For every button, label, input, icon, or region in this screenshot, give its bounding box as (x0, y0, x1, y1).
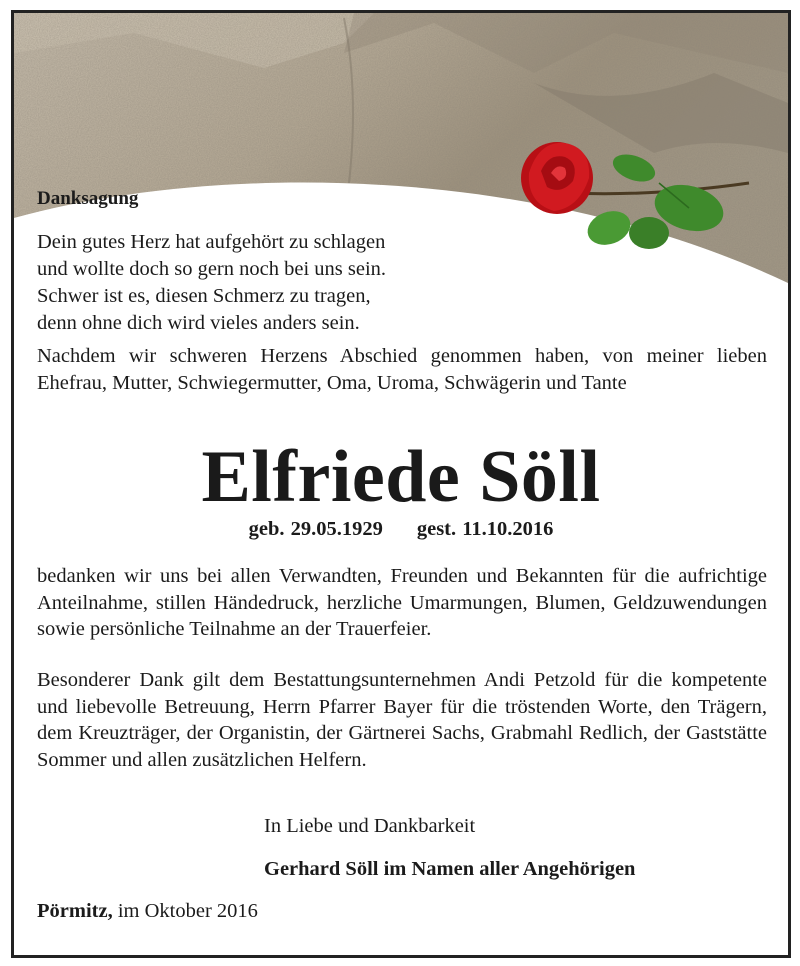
thanks-paragraph: bedanken wir uns bei allen Verwandten, Freunden und Bekannten für die aufrichtige Anteilnahme, stillen Händedruck, herzliche Umarmungen, Blumen, Geldzuwendungen sowie persönliche Teilnahme an der Trauerfeier. (37, 565, 767, 640)
obituary-frame (11, 10, 791, 958)
intro-paragraph: Nachdem wir schweren Herzens Abschied genommen haben, von meiner lieben Ehefrau, Mutter, Schwiegermutter, Oma, Uroma, Schwägerin und Tante (37, 345, 767, 394)
heading-danksagung: Danksagung (37, 188, 139, 209)
place-date (37, 900, 258, 923)
poem-line: Schwer ist es, diesen Schmerz zu tragen, (37, 285, 371, 307)
special-thanks-paragraph: Besonderer Dank gilt dem Bestattungsunternehmen Andi Petzold für die kompetente und liebevolle Betreuung, Herrn Pfarrer Bayer für die tröstenden Worte, den Trägern, dem Kreuzträger, der Organistin, der Gärtnerei Sachs, Grabmahl Redlich, der Gaststätte Sommer und allen zusätzlichen Helfern. (37, 669, 767, 771)
rose-image (509, 123, 759, 263)
poem-line: Dein gutes Herz hat aufgehört zu schlagen (37, 231, 386, 253)
deceased-name: Elfriede Söll (201, 436, 601, 518)
birth-date: geb. 29.05.1929 (248, 518, 383, 540)
notice-date: im Oktober 2016 (117, 900, 258, 922)
poem-line: denn ohne dich wird vieles anders sein. (37, 312, 360, 334)
death-date: gest. 11.10.2016 (416, 518, 554, 540)
closing-line: In Liebe und Dankbarkeit (264, 815, 476, 837)
poem (37, 229, 386, 337)
place-name: Pörmitz, (37, 900, 113, 922)
poem-line: und wollte doch so gern noch bei uns sein. (37, 258, 387, 280)
signature: Gerhard Söll im Namen aller Angehörigen (264, 858, 636, 880)
life-dates (14, 518, 788, 541)
